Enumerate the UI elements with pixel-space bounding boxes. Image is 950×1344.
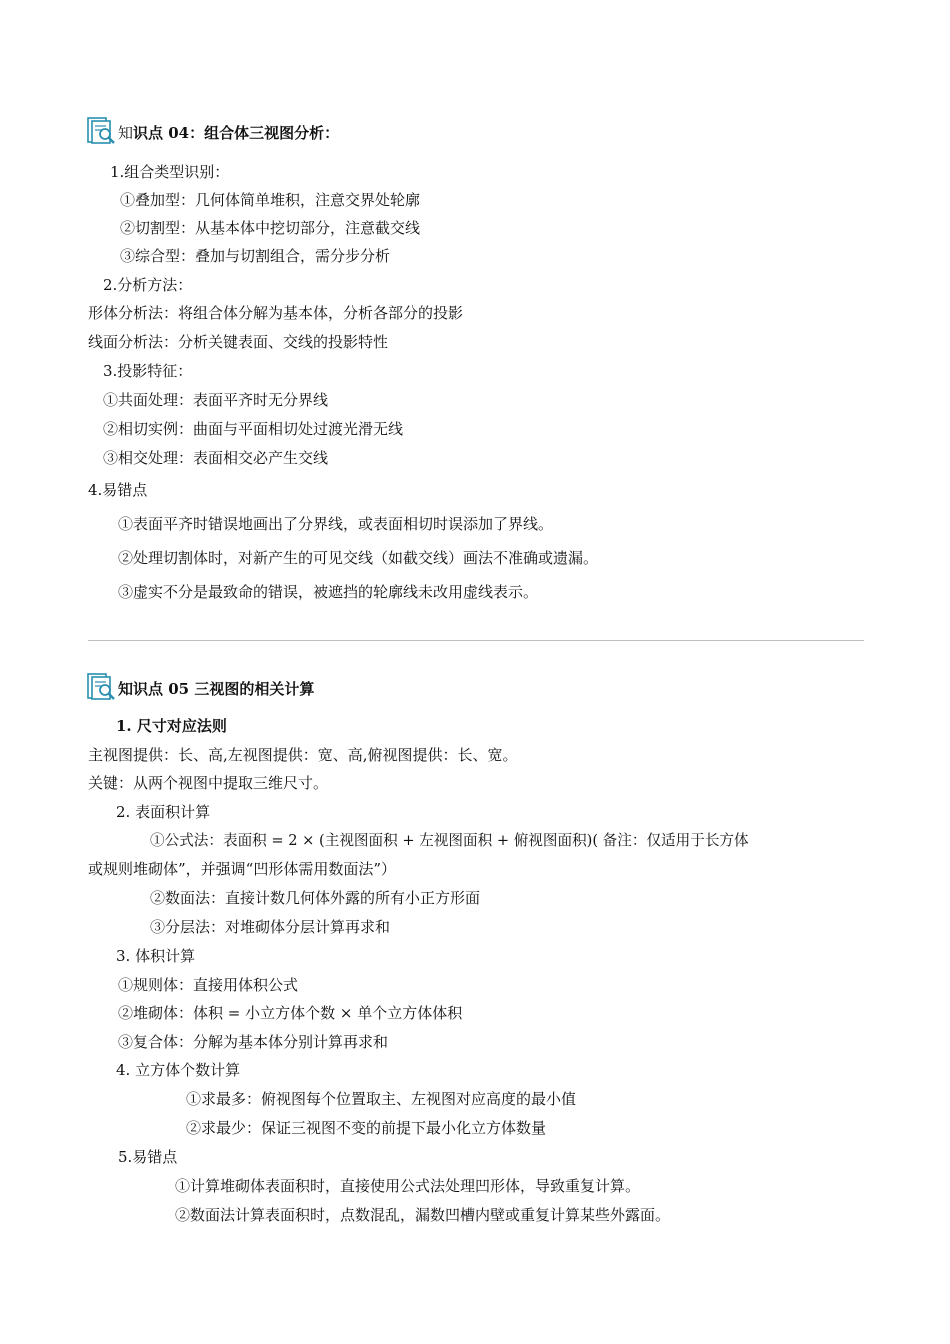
list-item: ②求最少：保证三视图不变的前提下最小化立方体数量 xyxy=(186,1119,547,1137)
list-item: ③分层法：对堆砌体分层计算再求和 xyxy=(150,918,391,936)
list-item: ③综合型：叠加与切割组合，需分步分析 xyxy=(120,247,391,265)
list-item: 5.易错点 xyxy=(118,1148,178,1166)
list-item: ①表面平齐时错误地画出了分界线，或表面相切时误添加了界线。 xyxy=(118,515,554,533)
list-item: 或规则堆砌体”，并强调“凹形体需用数面法”） xyxy=(88,860,397,878)
list-item: ③相交处理：表面相交必产生交线 xyxy=(103,449,329,467)
section-05-title: 知识点 05 三视图的相关计算 xyxy=(118,680,315,698)
list-item: ③虚实不分是最致命的错误，被遮挡的轮廓线未改用虚线表示。 xyxy=(118,583,539,601)
list-item: ②切割型：从基本体中挖切部分，注意截交线 xyxy=(120,219,421,237)
list-item: ①规则体：直接用体积公式 xyxy=(118,976,299,994)
list-item: 4.易错点 xyxy=(88,481,148,499)
list-item: 1. 尺寸对应法则 xyxy=(116,717,227,735)
list-item: ②相切实例：曲面与平面相切处过渡光滑无线 xyxy=(103,420,404,438)
list-item: ②数面法：直接计数几何体外露的所有小正方形面 xyxy=(150,889,481,907)
list-item: 关键：从两个视图中提取三维尺寸。 xyxy=(88,774,329,792)
list-item: ①求最多：俯视图每个位置取主、左视图对应高度的最小值 xyxy=(186,1090,577,1108)
list-item: 主视图提供：长、高,左视图提供：宽、高,俯视图提供：长、宽。 xyxy=(88,746,518,764)
list-item: 4. 立方体个数计算 xyxy=(116,1061,241,1079)
section-04-title: 知识点 04：组合体三视图分析： xyxy=(118,124,340,142)
list-item: ②处理切割体时，对新产生的可见交线（如截交线）画法不准确或遗漏。 xyxy=(118,549,599,567)
knowledge-search-icon xyxy=(87,117,117,145)
knowledge-search-icon xyxy=(87,673,117,701)
list-item: ①叠加型：几何体简单堆积，注意交界处轮廓 xyxy=(120,191,421,209)
list-item: 3.投影特征： xyxy=(103,362,193,380)
list-item: 形体分析法：将组合体分解为基本体，分析各部分的投影 xyxy=(88,304,464,322)
list-item: ①计算堆砌体表面积时，直接使用公式法处理凹形体，导致重复计算。 xyxy=(175,1177,641,1195)
list-item: ①共面处理：表面平齐时无分界线 xyxy=(103,391,329,409)
list-item: ②数面法计算表面积时，点数混乱，漏数凹槽内壁或重复计算某些外露面。 xyxy=(175,1206,671,1224)
list-item: ①公式法：表面积 = 2 × (主视图面积 + 左视图面积 + 俯视图面积)( 备注：仅适用于长方体 xyxy=(150,832,749,849)
list-item: ③复合体：分解为基本体分别计算再求和 xyxy=(118,1033,389,1051)
list-item: 线面分析法：分析关键表面、交线的投影特性 xyxy=(88,333,389,351)
list-item: 1.组合类型识别： xyxy=(110,163,230,181)
list-item: ②堆砌体：体积 = 小立方体个数 × 单个立方体体积 xyxy=(118,1004,463,1022)
list-item: 3. 体积计算 xyxy=(116,947,196,965)
list-item: 2.分析方法： xyxy=(103,276,193,294)
section-divider xyxy=(88,640,864,641)
list-item: 2. 表面积计算 xyxy=(116,803,211,821)
